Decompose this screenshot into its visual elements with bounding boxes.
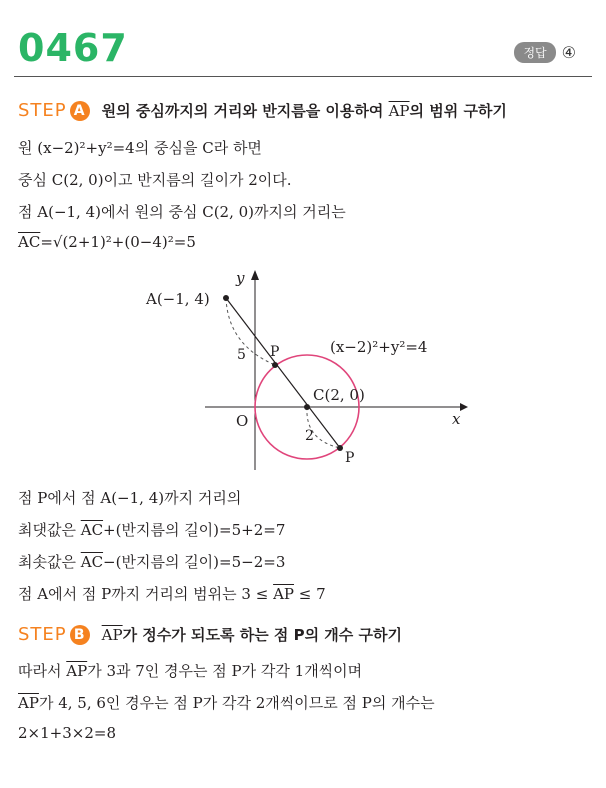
step-b-title-ap: $\overline{AP}$ <box>101 626 123 644</box>
step-b-word: STEP <box>18 624 67 645</box>
point-a <box>223 295 229 301</box>
text-line: 점 P에서 점 A(−1, 4)까지 거리의 <box>18 489 242 507</box>
point-p-upper-label: P <box>270 344 280 360</box>
min-before: 최솟값은 <box>18 553 81 571</box>
count-line-2 <box>18 692 435 713</box>
x-axis-arrow <box>460 403 468 411</box>
x-axis-label: x <box>452 410 461 428</box>
range-line <box>18 583 326 604</box>
step-b-label <box>18 624 90 645</box>
origin-label: O <box>236 412 249 430</box>
max-ac: $\overline{AC}$ <box>80 521 104 539</box>
answer-value: ④ <box>561 43 576 62</box>
count-line-1-ap: $\overline{AP}$ <box>66 662 88 680</box>
y-axis-label: y <box>236 269 245 287</box>
range-after: ≤ 7 <box>294 585 326 603</box>
min-line <box>18 551 285 572</box>
step-a-word: STEP <box>18 100 67 121</box>
ac-formula-rest: =√(2+1)²+(0−4)²=5 <box>40 233 196 251</box>
step-b-heading <box>18 624 402 645</box>
point-p-upper <box>272 362 278 368</box>
point-p-lower-label: P <box>345 450 355 466</box>
answer-badge: 정답 <box>514 42 555 63</box>
dist-ac-label: 5 <box>237 347 246 363</box>
ac-segment: $\overline{AC}$ <box>18 233 41 251</box>
text-line: 원 (x−2)²+y²=4의 중심을 C라 하면 <box>18 139 262 157</box>
circle-equation: (x−2)²+y²=4 <box>330 338 428 356</box>
count-line-1-after: 가 3과 7인 경우는 점 P가 각각 1개씩이며 <box>87 662 363 680</box>
range-before: 점 A에서 점 P까지 거리의 범위는 3 ≤ <box>18 585 274 603</box>
max-before: 최댓값은 <box>18 521 81 539</box>
range-ap: $\overline{AP}$ <box>273 585 295 603</box>
problem-number: 0467 <box>18 26 128 70</box>
step-b-title-after: 가 정수가 되도록 하는 점 P의 개수 구하기 <box>122 626 402 644</box>
count-line-2-after: 가 4, 5, 6인 경우는 점 P가 각각 2개씩이므로 점 P의 개수는 <box>38 694 435 712</box>
step-a-title-before: 원의 중심까지의 거리와 반지름을 이용하여 <box>101 102 389 120</box>
max-line <box>18 519 285 540</box>
count-line-1 <box>18 660 362 681</box>
radius-label: 2 <box>305 428 314 444</box>
count-result: 2×1+3×2=8 <box>18 724 116 742</box>
min-after: −(반지름의 길이)=5−2=3 <box>103 553 286 571</box>
max-after: +(반지름의 길이)=5+2=7 <box>103 521 286 539</box>
y-axis-arrow <box>251 270 259 280</box>
count-line-1-before: 따라서 <box>18 662 67 680</box>
step-a-title-after: 의 범위 구하기 <box>409 102 507 120</box>
point-c-label: C(2, 0) <box>313 386 365 404</box>
count-line-2-ap: $\overline{AP}$ <box>18 694 39 712</box>
point-a-label: A(−1, 4) <box>146 290 210 308</box>
step-b-title <box>102 624 402 645</box>
step-a-letter: A <box>70 101 90 121</box>
text-line: 중심 C(2, 0)이고 반지름의 길이가 2이다. <box>18 171 292 189</box>
text-line: 점 A(−1, 4)에서 원의 중심 C(2, 0)까지의 거리는 <box>18 203 346 221</box>
step-a-title-ap: $\overline{AP}$ <box>388 102 410 120</box>
min-ac: $\overline{AC}$ <box>80 553 104 571</box>
step-b-letter: B <box>70 625 90 645</box>
point-p-lower <box>337 445 343 451</box>
point-c <box>304 404 310 410</box>
